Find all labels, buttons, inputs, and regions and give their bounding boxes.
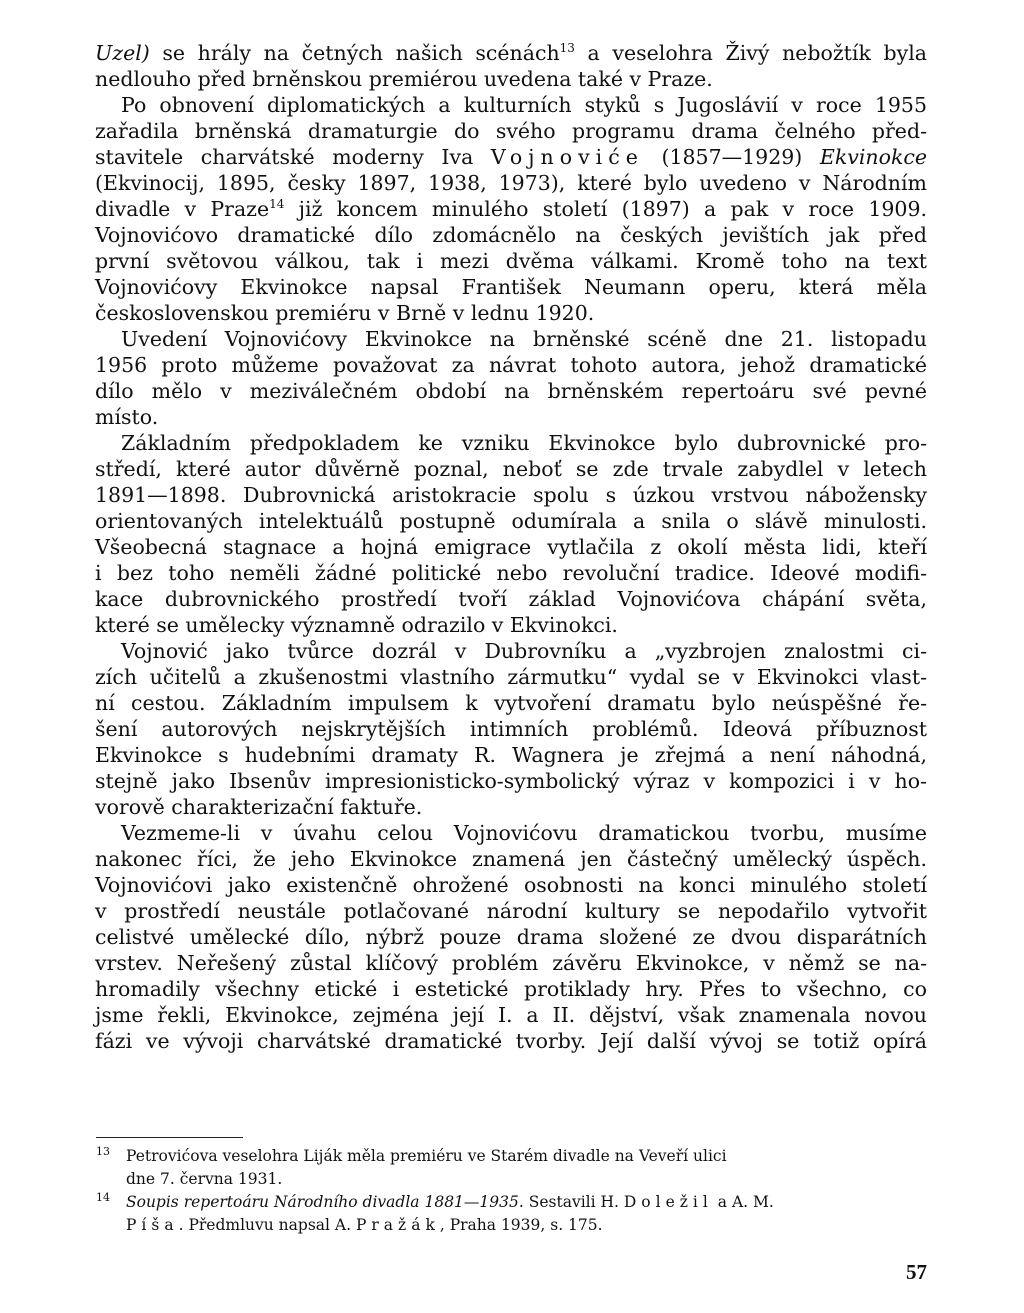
spaced-name: Doležil [623,1193,713,1211]
footnote-ref: 14 [269,197,285,212]
text-line: Ekvinokce s hudebními dramaty R. Wagnera je zřejmá a není náhodná, [95,743,927,767]
text-line: Po obnovení diplomatických a kulturních styků s Jugoslávií v roce 1955 [121,93,927,117]
text-line: vorově charakterizační faktuře. [95,795,423,819]
text-line: Vojnović jako tvůrce dozrál v Dubrovníku a „vyzbrojen znalostmi ci- [121,639,927,663]
footnote-number: 14 [96,1191,110,1204]
footnotes [96,1145,926,1237]
text-line: orientovaných intelektuálů postupně odumírala a snila o slávě minulosti. [95,509,927,533]
text-line: místo. [95,405,159,429]
footnote-divider [96,1137,243,1138]
text-line: celistvé umělecké dílo, nýbrž pouze drama složené ze dvou disparátních [95,925,927,949]
main-text [95,40,927,1054]
footnote-13: 13 Petrovićova veselohra Liják měla premiéru ve Starém divadle na Veveří ulici [96,1145,727,1165]
text-line: nedlouho před brněnskou premiérou uvedena také v Praze. [95,67,713,91]
text-line: hromadily všechny etické i estetické protiklady hry. Přes to všechno, co [95,977,927,1001]
text-line: první světovou válkou, tak i mezi dvěma válkami. Kromě toho na text [95,249,927,273]
text-line: zích učitelů a zkušenostmi vlastního zármutku“ vydal se v Ekvinokci vlast- [95,665,927,689]
text-line: fázi ve vývoji charvátské dramatické tvorby. Její další vývoj se totiž opírá [95,1029,927,1053]
text-line: československou premiéru v Brně v lednu 1920. [95,301,595,325]
text-line: středí, které autor důvěrně poznal, neboť se zde trvale zabydlel v letech [95,457,927,481]
footnote-13-continuation: dne 7. června 1931. [126,1170,283,1188]
footnote-ref: 13 [559,41,575,56]
text-line: vrstev. Neřešený zůstal klíčový problém závěru Ekvinokce, v němž se na- [95,951,927,975]
text-line: Vojnovićovo dramatické dílo zdomácnělo na českých jevištích jak před [95,223,927,247]
text-line: Uzel) se hrály na četných našich scénách$^{13}$ a veselohra Živý nebožtík byla [95,41,927,65]
text-line: Vezmeme-li v úvahu celou Vojnovićovu dramatickou tvorbu, musíme [121,821,927,845]
text-line: které se umělecky významně odrazilo v Ekvinokci. [95,613,618,637]
text-line: Vojnovićovy Ekvinokce napsal František Neumann operu, která měla [95,275,927,299]
footnote-14: 14 Soupis repertoáru Národního divadla 1881—1935. Sestavili H. Doležil a A. M. [96,1191,774,1211]
spaced-name: Vojnoviće [490,145,644,169]
footnote-14-continuation: Píša. Předmluvu napsal A. Pražák, Praha 1939, s. 175. [126,1216,603,1234]
text-line: i bez toho neměli žádné politické nebo revoluční tradice. Ideové modifi- [95,561,927,585]
text-line: dílo mělo v meziválečném období na brněnském repertoáru své pevné [95,379,927,403]
text-line: Všeobecná stagnace a hojná emigrace vytlačila z okolí města lidi, kteří [95,535,927,559]
text-line: stavitele charvátské moderny Iva Vojnoviće (1857—1929) Ekvinokce [95,145,927,169]
spaced-name: Pražák [355,1216,440,1234]
text-line: 1956 proto můžeme považovat za návrat tohoto autora, jehož dramatické [95,353,927,377]
text-line: šení autorových nejskrytějších intimních problémů. Ideová příbuznost [95,717,927,741]
text-line: v prostředí neustále potlačované národní kultury se nepodařilo vytvořit [95,899,927,923]
text-line: Vojnovićovi jako existenčně ohrožené osobnosti na konci minulého století [95,873,927,897]
text-line: stejně jako Ibsenův impresionisticko-symbolický výraz v kompozici i v ho- [95,769,927,793]
text-line: 1891—1898. Dubrovnická aristokracie spolu s úzkou vrstvou nábožensky [95,483,927,507]
text-line: nakonec říci, že jeho Ekvinokce znamená jen částečný umělecký úspěch. [95,847,927,871]
text-line: Základním předpokladem ke vzniku Ekvinokce bylo dubrovnické pro- [121,431,927,455]
text-line: (Ekvinocij, 1895, česky 1897, 1938, 1973), které bylo uvedeno v Národním [95,171,927,195]
text-line: divadle v Praze$^{14}$ již koncem minulého století (1897) a pak v roce 1909. [95,197,928,221]
footnote-number: 13 [96,1145,110,1158]
page-number: 57 [906,1260,927,1284]
text-line: jsme řekli, Ekvinokce, zejména její I. a II. dějství, však znamenala novou [95,1003,927,1027]
text-line: Uvedení Vojnovićovy Ekvinokce na brněnské scéně dne 21. listopadu [121,327,927,351]
text-line: zařadila brněnská dramaturgie do svého programu drama čelného před- [95,119,927,143]
text-line: kace dubrovnického prostředí tvoří základ Vojnovićova chápání světa, [95,587,927,611]
spaced-name: Píša [126,1216,179,1234]
text-line: ní cestou. Základním impulsem k vytvoření dramatu bylo neúspěšné ře- [95,691,927,715]
